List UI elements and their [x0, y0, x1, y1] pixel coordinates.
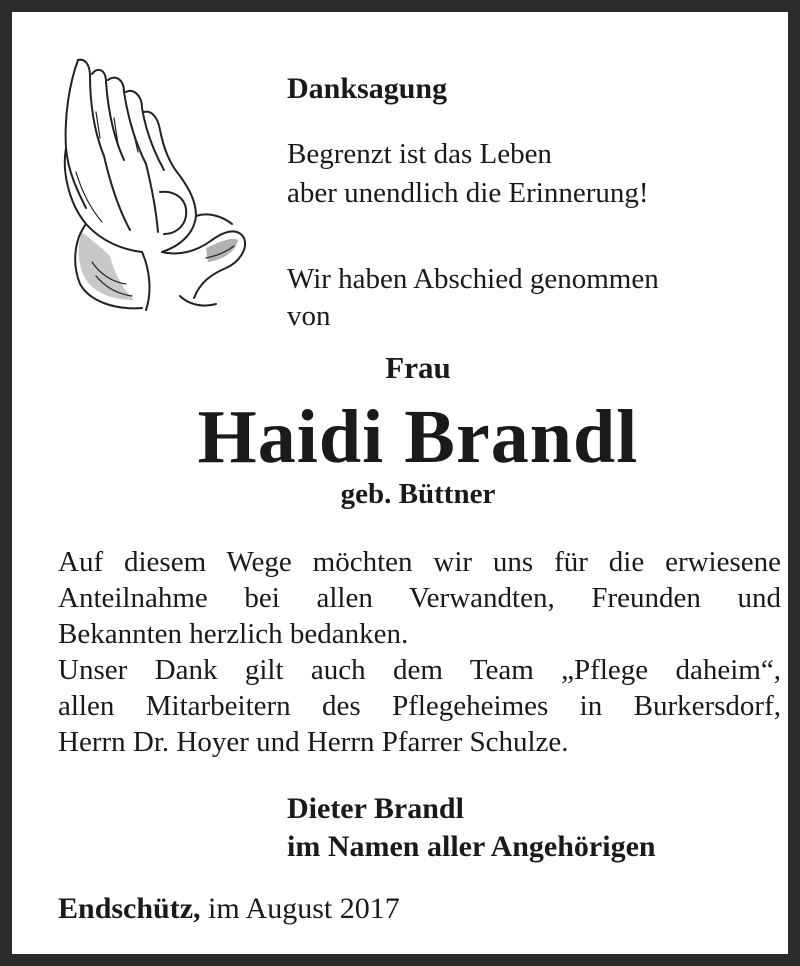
salutation: Frau — [385, 350, 451, 385]
date-text: im August 2017 — [200, 892, 400, 925]
farewell-line: Wir haben Abschied genommen — [287, 263, 659, 295]
deceased-name: Haidi Brandl — [197, 395, 639, 479]
poem-line: Begrenzt ist das Leben — [287, 138, 552, 170]
place-name: Endschütz, — [58, 892, 201, 925]
praying-hands-icon — [56, 52, 246, 314]
thanks-line: Anteilnahme bei allen Verwandten, Freunden und — [58, 582, 781, 614]
notice-heading: Danksagung — [287, 72, 448, 105]
farewell-line: von — [287, 300, 331, 332]
thanks-line: allen Mitarbeitern des Pflegeheimes in Burkersdorf, — [58, 690, 781, 722]
thanks-line: Unser Dank gilt auch dem Team „Pflege daheim“, — [58, 654, 781, 686]
thanks-line: Herrn Dr. Hoyer und Herrn Pfarrer Schulze. — [58, 726, 569, 758]
poem-line: aber unendlich die Erinnerung! — [287, 177, 649, 209]
maiden-name: geb. Büttner — [340, 478, 496, 510]
thanks-line: Bekannten herzlich bedanken. — [58, 618, 409, 650]
signature-note: im Namen aller Angehörigen — [287, 830, 656, 863]
place-date — [58, 892, 400, 926]
thanks-line: Auf diesem Wege möchten wir uns für die erwiesene — [58, 546, 781, 578]
signature-name: Dieter Brandl — [287, 792, 464, 825]
